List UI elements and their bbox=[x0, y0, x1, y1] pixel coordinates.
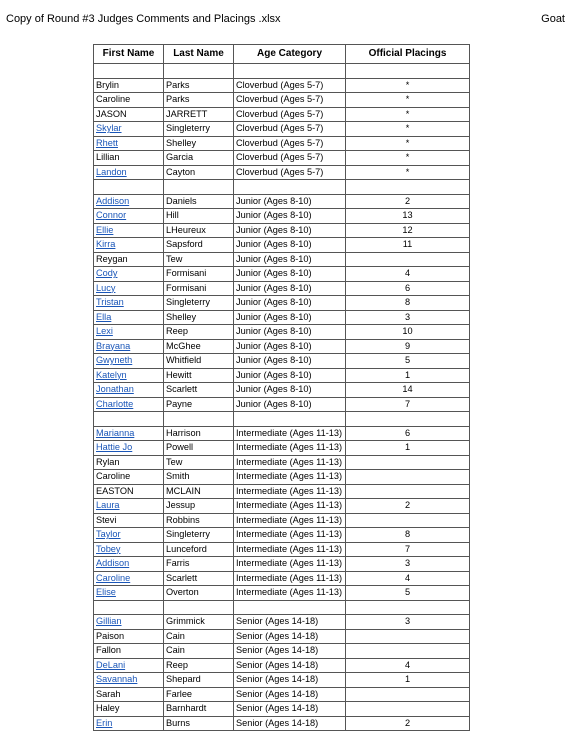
table-row bbox=[94, 122, 470, 137]
last-name-cell: Singleterry bbox=[164, 122, 234, 137]
table-row bbox=[94, 107, 470, 122]
first-name-text: Haley bbox=[96, 703, 120, 714]
official-placing-cell: 4 bbox=[346, 658, 470, 673]
age-category-cell: Junior (Ages 8-10) bbox=[234, 194, 346, 209]
last-name-cell: Formisani bbox=[164, 267, 234, 282]
age-category-cell: Junior (Ages 8-10) bbox=[234, 209, 346, 224]
first-name-cell bbox=[94, 586, 164, 601]
age-category-cell: Junior (Ages 8-10) bbox=[234, 325, 346, 340]
last-name-cell: Smith bbox=[164, 470, 234, 485]
official-placing-cell: * bbox=[346, 151, 470, 166]
official-placing-cell: 3 bbox=[346, 310, 470, 325]
first-name-cell bbox=[94, 455, 164, 470]
table-row bbox=[94, 339, 470, 354]
age-category-cell: Cloverbud (Ages 5-7) bbox=[234, 122, 346, 137]
last-name-cell: Overton bbox=[164, 586, 234, 601]
first-name-link[interactable]: Caroline bbox=[96, 572, 131, 583]
header-row bbox=[94, 45, 470, 64]
table-row bbox=[94, 702, 470, 717]
official-placing-cell: * bbox=[346, 93, 470, 108]
table-row bbox=[94, 716, 470, 731]
document-header bbox=[0, 0, 573, 30]
last-name-cell: Payne bbox=[164, 397, 234, 412]
first-name-text: Sarah bbox=[96, 688, 121, 699]
age-category-cell: Intermediate (Ages 11-13) bbox=[234, 470, 346, 485]
last-name-cell: Formisani bbox=[164, 281, 234, 296]
official-placing-cell: 6 bbox=[346, 426, 470, 441]
column-header-age-category: Age Category bbox=[234, 45, 346, 64]
first-name-link[interactable]: Savannah bbox=[96, 674, 138, 685]
first-name-link[interactable]: Tristan bbox=[96, 297, 124, 308]
last-name-cell: Farris bbox=[164, 557, 234, 572]
age-category-cell: Junior (Ages 8-10) bbox=[234, 354, 346, 369]
last-name-cell: Parks bbox=[164, 93, 234, 108]
last-name-cell: Whitfield bbox=[164, 354, 234, 369]
table-row bbox=[94, 397, 470, 412]
last-name-cell: Parks bbox=[164, 78, 234, 93]
table-row bbox=[94, 151, 470, 166]
age-category-cell: Senior (Ages 14-18) bbox=[234, 716, 346, 731]
first-name-link[interactable]: DeLani bbox=[96, 659, 126, 670]
first-name-cell bbox=[94, 629, 164, 644]
last-name-cell: Scarlett bbox=[164, 383, 234, 398]
table-row bbox=[94, 354, 470, 369]
table-row bbox=[94, 310, 470, 325]
age-category-cell: Intermediate (Ages 11-13) bbox=[234, 557, 346, 572]
official-placing-cell: * bbox=[346, 122, 470, 137]
first-name-link[interactable]: Landon bbox=[96, 166, 127, 177]
table-row bbox=[94, 615, 470, 630]
first-name-cell bbox=[94, 615, 164, 630]
official-placing-cell: * bbox=[346, 107, 470, 122]
first-name-cell bbox=[94, 107, 164, 122]
age-category-cell: Junior (Ages 8-10) bbox=[234, 238, 346, 253]
first-name-text: Caroline bbox=[96, 94, 131, 105]
first-name-link[interactable]: Ella bbox=[96, 311, 112, 322]
empty-cell bbox=[164, 412, 234, 427]
first-name-cell bbox=[94, 209, 164, 224]
first-name-cell bbox=[94, 194, 164, 209]
first-name-link[interactable]: Brayana bbox=[96, 340, 131, 351]
official-placing-cell: 8 bbox=[346, 528, 470, 543]
official-placing-cell bbox=[346, 484, 470, 499]
first-name-text: JASON bbox=[96, 108, 127, 119]
age-category-cell: Junior (Ages 8-10) bbox=[234, 368, 346, 383]
table-row bbox=[94, 252, 470, 267]
placings-table bbox=[93, 44, 470, 731]
official-placing-cell: 10 bbox=[346, 325, 470, 340]
official-placing-cell: 9 bbox=[346, 339, 470, 354]
last-name-cell: Cayton bbox=[164, 165, 234, 180]
age-category-cell: Junior (Ages 8-10) bbox=[234, 296, 346, 311]
age-category-cell: Intermediate (Ages 11-13) bbox=[234, 542, 346, 557]
last-name-cell: Lunceford bbox=[164, 542, 234, 557]
spacer-row bbox=[94, 412, 470, 427]
first-name-cell bbox=[94, 383, 164, 398]
official-placing-cell: * bbox=[346, 136, 470, 151]
age-category-cell: Senior (Ages 14-18) bbox=[234, 702, 346, 717]
first-name-link[interactable]: Addison bbox=[96, 558, 130, 569]
official-placing-cell: 1 bbox=[346, 673, 470, 688]
first-name-cell bbox=[94, 571, 164, 586]
first-name-link[interactable]: Addison bbox=[96, 195, 130, 206]
age-category-cell: Intermediate (Ages 11-13) bbox=[234, 426, 346, 441]
table-row bbox=[94, 470, 470, 485]
first-name-link[interactable]: Hattie Jo bbox=[96, 442, 133, 453]
table-row bbox=[94, 165, 470, 180]
first-name-cell bbox=[94, 339, 164, 354]
empty-cell bbox=[94, 180, 164, 195]
official-placing-cell: 4 bbox=[346, 571, 470, 586]
first-name-cell bbox=[94, 557, 164, 572]
last-name-cell: Cain bbox=[164, 629, 234, 644]
table-row bbox=[94, 542, 470, 557]
age-category-cell: Cloverbud (Ages 5-7) bbox=[234, 107, 346, 122]
first-name-cell bbox=[94, 310, 164, 325]
official-placing-cell bbox=[346, 702, 470, 717]
official-placing-cell: 6 bbox=[346, 281, 470, 296]
first-name-cell bbox=[94, 397, 164, 412]
official-placing-cell bbox=[346, 644, 470, 659]
age-category-cell: Junior (Ages 8-10) bbox=[234, 383, 346, 398]
first-name-link[interactable]: Taylor bbox=[96, 529, 121, 540]
first-name-cell bbox=[94, 78, 164, 93]
official-placing-cell: 2 bbox=[346, 194, 470, 209]
official-placing-cell bbox=[346, 470, 470, 485]
last-name-cell: McGhee bbox=[164, 339, 234, 354]
age-category-cell: Senior (Ages 14-18) bbox=[234, 687, 346, 702]
age-category-cell: Intermediate (Ages 11-13) bbox=[234, 528, 346, 543]
column-header-first-name: First Name bbox=[94, 45, 164, 64]
first-name-link[interactable]: Lexi bbox=[96, 326, 113, 337]
column-header-last-name: Last Name bbox=[164, 45, 234, 64]
first-name-link[interactable]: Skylar bbox=[96, 123, 122, 134]
last-name-cell: Robbins bbox=[164, 513, 234, 528]
age-category-cell: Cloverbud (Ages 5-7) bbox=[234, 78, 346, 93]
official-placing-cell: 14 bbox=[346, 383, 470, 398]
first-name-cell bbox=[94, 238, 164, 253]
first-name-cell bbox=[94, 716, 164, 731]
table-row bbox=[94, 93, 470, 108]
first-name-link[interactable]: Marianna bbox=[96, 427, 135, 438]
official-placing-cell: * bbox=[346, 165, 470, 180]
table-row bbox=[94, 687, 470, 702]
official-placing-cell: 7 bbox=[346, 542, 470, 557]
first-name-cell bbox=[94, 93, 164, 108]
table-row bbox=[94, 644, 470, 659]
table-row bbox=[94, 528, 470, 543]
empty-cell bbox=[234, 180, 346, 195]
official-placing-cell: 13 bbox=[346, 209, 470, 224]
official-placing-cell: 3 bbox=[346, 557, 470, 572]
last-name-cell: Harrison bbox=[164, 426, 234, 441]
official-placing-cell: 4 bbox=[346, 267, 470, 282]
official-placing-cell: 2 bbox=[346, 716, 470, 731]
last-name-cell: Singleterry bbox=[164, 296, 234, 311]
first-name-link[interactable]: Katelyn bbox=[96, 369, 127, 380]
first-name-text: Brylin bbox=[96, 79, 119, 90]
last-name-cell: Grimmick bbox=[164, 615, 234, 630]
first-name-cell bbox=[94, 702, 164, 717]
sheet-name: Goat bbox=[541, 13, 565, 25]
empty-cell bbox=[346, 64, 470, 79]
empty-cell bbox=[346, 412, 470, 427]
table-row bbox=[94, 441, 470, 456]
table-body bbox=[94, 64, 470, 731]
last-name-cell: Burns bbox=[164, 716, 234, 731]
first-name-cell bbox=[94, 542, 164, 557]
official-placing-cell bbox=[346, 455, 470, 470]
document-title: Copy of Round #3 Judges Comments and Placings .xlsx bbox=[6, 13, 281, 25]
table-row bbox=[94, 586, 470, 601]
age-category-cell: Intermediate (Ages 11-13) bbox=[234, 571, 346, 586]
first-name-cell bbox=[94, 281, 164, 296]
spacer-row bbox=[94, 180, 470, 195]
last-name-cell: Cain bbox=[164, 644, 234, 659]
last-name-cell: JARRETT bbox=[164, 107, 234, 122]
first-name-cell bbox=[94, 151, 164, 166]
first-name-cell bbox=[94, 484, 164, 499]
official-placing-cell: 7 bbox=[346, 397, 470, 412]
table-row bbox=[94, 658, 470, 673]
first-name-link[interactable]: Lucy bbox=[96, 282, 116, 293]
first-name-cell bbox=[94, 122, 164, 137]
last-name-cell: Shelley bbox=[164, 310, 234, 325]
first-name-cell bbox=[94, 673, 164, 688]
table-row bbox=[94, 223, 470, 238]
table-row bbox=[94, 78, 470, 93]
first-name-link[interactable]: Cody bbox=[96, 268, 118, 279]
last-name-cell: MCLAIN bbox=[164, 484, 234, 499]
last-name-cell: Daniels bbox=[164, 194, 234, 209]
last-name-cell: Sapsford bbox=[164, 238, 234, 253]
age-category-cell: Intermediate (Ages 11-13) bbox=[234, 513, 346, 528]
first-name-link[interactable]: Elise bbox=[96, 587, 116, 598]
table-row bbox=[94, 281, 470, 296]
last-name-cell: Farlee bbox=[164, 687, 234, 702]
first-name-cell bbox=[94, 223, 164, 238]
official-placing-cell: 11 bbox=[346, 238, 470, 253]
official-placing-cell: 2 bbox=[346, 499, 470, 514]
age-category-cell: Junior (Ages 8-10) bbox=[234, 397, 346, 412]
last-name-cell: Hewitt bbox=[164, 368, 234, 383]
age-category-cell: Cloverbud (Ages 5-7) bbox=[234, 93, 346, 108]
official-placing-cell bbox=[346, 629, 470, 644]
first-name-link[interactable]: Charlotte bbox=[96, 398, 134, 409]
first-name-text: Caroline bbox=[96, 471, 131, 482]
empty-cell bbox=[164, 600, 234, 615]
table-row bbox=[94, 571, 470, 586]
table-row bbox=[94, 673, 470, 688]
table-row bbox=[94, 136, 470, 151]
table-row bbox=[94, 513, 470, 528]
age-category-cell: Junior (Ages 8-10) bbox=[234, 267, 346, 282]
age-category-cell: Junior (Ages 8-10) bbox=[234, 339, 346, 354]
first-name-cell bbox=[94, 644, 164, 659]
official-placing-cell: 12 bbox=[346, 223, 470, 238]
last-name-cell: Tew bbox=[164, 455, 234, 470]
first-name-text: Stevi bbox=[96, 514, 117, 525]
first-name-cell bbox=[94, 267, 164, 282]
age-category-cell: Intermediate (Ages 11-13) bbox=[234, 441, 346, 456]
table-row bbox=[94, 484, 470, 499]
empty-cell bbox=[164, 180, 234, 195]
first-name-text: Lillian bbox=[96, 152, 120, 163]
empty-cell bbox=[94, 412, 164, 427]
first-name-cell bbox=[94, 513, 164, 528]
table-row bbox=[94, 194, 470, 209]
table-row bbox=[94, 557, 470, 572]
first-name-cell bbox=[94, 252, 164, 267]
official-placing-cell: 5 bbox=[346, 586, 470, 601]
age-category-cell: Senior (Ages 14-18) bbox=[234, 673, 346, 688]
official-placing-cell: 8 bbox=[346, 296, 470, 311]
empty-cell bbox=[94, 600, 164, 615]
first-name-cell bbox=[94, 687, 164, 702]
first-name-text: Rylan bbox=[96, 456, 120, 467]
empty-cell bbox=[346, 600, 470, 615]
official-placing-cell: 3 bbox=[346, 615, 470, 630]
first-name-link[interactable]: Erin bbox=[96, 717, 113, 728]
table-row bbox=[94, 296, 470, 311]
official-placing-cell: 1 bbox=[346, 441, 470, 456]
first-name-cell bbox=[94, 426, 164, 441]
first-name-cell bbox=[94, 136, 164, 151]
first-name-link[interactable]: Ellie bbox=[96, 224, 114, 235]
table-row bbox=[94, 238, 470, 253]
official-placing-cell bbox=[346, 252, 470, 267]
first-name-text: Fallon bbox=[96, 645, 122, 656]
first-name-text: EASTON bbox=[96, 485, 134, 496]
last-name-cell: Tew bbox=[164, 252, 234, 267]
first-name-cell bbox=[94, 499, 164, 514]
age-category-cell: Senior (Ages 14-18) bbox=[234, 615, 346, 630]
first-name-link[interactable]: Laura bbox=[96, 500, 120, 511]
empty-cell bbox=[94, 64, 164, 79]
last-name-cell: Garcia bbox=[164, 151, 234, 166]
last-name-cell: Jessup bbox=[164, 499, 234, 514]
table-row bbox=[94, 209, 470, 224]
first-name-cell bbox=[94, 354, 164, 369]
official-placing-cell: * bbox=[346, 78, 470, 93]
empty-cell bbox=[234, 600, 346, 615]
age-category-cell: Intermediate (Ages 11-13) bbox=[234, 455, 346, 470]
table-row bbox=[94, 267, 470, 282]
empty-cell bbox=[234, 412, 346, 427]
first-name-link[interactable]: Gwyneth bbox=[96, 355, 133, 366]
age-category-cell: Junior (Ages 8-10) bbox=[234, 310, 346, 325]
age-category-cell: Junior (Ages 8-10) bbox=[234, 252, 346, 267]
table-row bbox=[94, 629, 470, 644]
column-header-official-placings: Official Placings bbox=[346, 45, 470, 64]
last-name-cell: Hill bbox=[164, 209, 234, 224]
table-row bbox=[94, 325, 470, 340]
first-name-link[interactable]: Connor bbox=[96, 210, 127, 221]
official-placing-cell: 5 bbox=[346, 354, 470, 369]
official-placing-cell bbox=[346, 513, 470, 528]
age-category-cell: Junior (Ages 8-10) bbox=[234, 281, 346, 296]
first-name-cell bbox=[94, 296, 164, 311]
age-category-cell: Senior (Ages 14-18) bbox=[234, 629, 346, 644]
age-category-cell: Senior (Ages 14-18) bbox=[234, 644, 346, 659]
first-name-link[interactable]: Tobey bbox=[96, 543, 121, 554]
age-category-cell: Intermediate (Ages 11-13) bbox=[234, 586, 346, 601]
table-row bbox=[94, 499, 470, 514]
official-placing-cell: 1 bbox=[346, 368, 470, 383]
last-name-cell: Reep bbox=[164, 325, 234, 340]
age-category-cell: Intermediate (Ages 11-13) bbox=[234, 499, 346, 514]
first-name-cell bbox=[94, 165, 164, 180]
empty-cell bbox=[164, 64, 234, 79]
first-name-text: Paison bbox=[96, 630, 125, 641]
first-name-link[interactable]: Kirra bbox=[96, 239, 116, 250]
age-category-cell: Intermediate (Ages 11-13) bbox=[234, 484, 346, 499]
first-name-link[interactable]: Jonathan bbox=[96, 384, 134, 395]
age-category-cell: Junior (Ages 8-10) bbox=[234, 223, 346, 238]
first-name-cell bbox=[94, 470, 164, 485]
last-name-cell: Shelley bbox=[164, 136, 234, 151]
empty-cell bbox=[234, 64, 346, 79]
age-category-cell: Senior (Ages 14-18) bbox=[234, 658, 346, 673]
table-row bbox=[94, 455, 470, 470]
first-name-cell bbox=[94, 658, 164, 673]
spacer-row bbox=[94, 600, 470, 615]
first-name-link[interactable]: Rhett bbox=[96, 137, 118, 148]
last-name-cell: Singleterry bbox=[164, 528, 234, 543]
empty-cell bbox=[346, 180, 470, 195]
last-name-cell: Shepard bbox=[164, 673, 234, 688]
table-row bbox=[94, 383, 470, 398]
last-name-cell: Reep bbox=[164, 658, 234, 673]
age-category-cell: Cloverbud (Ages 5-7) bbox=[234, 151, 346, 166]
first-name-cell bbox=[94, 368, 164, 383]
last-name-cell: Barnhardt bbox=[164, 702, 234, 717]
last-name-cell: Powell bbox=[164, 441, 234, 456]
last-name-cell: Scarlett bbox=[164, 571, 234, 586]
first-name-cell bbox=[94, 441, 164, 456]
table-row bbox=[94, 368, 470, 383]
age-category-cell: Cloverbud (Ages 5-7) bbox=[234, 165, 346, 180]
official-placing-cell bbox=[346, 687, 470, 702]
spacer-row bbox=[94, 64, 470, 79]
table-row bbox=[94, 426, 470, 441]
age-category-cell: Cloverbud (Ages 5-7) bbox=[234, 136, 346, 151]
first-name-text: Reygan bbox=[96, 253, 128, 264]
first-name-cell bbox=[94, 528, 164, 543]
last-name-cell: LHeureux bbox=[164, 223, 234, 238]
first-name-link[interactable]: Gillian bbox=[96, 616, 122, 627]
first-name-cell bbox=[94, 325, 164, 340]
